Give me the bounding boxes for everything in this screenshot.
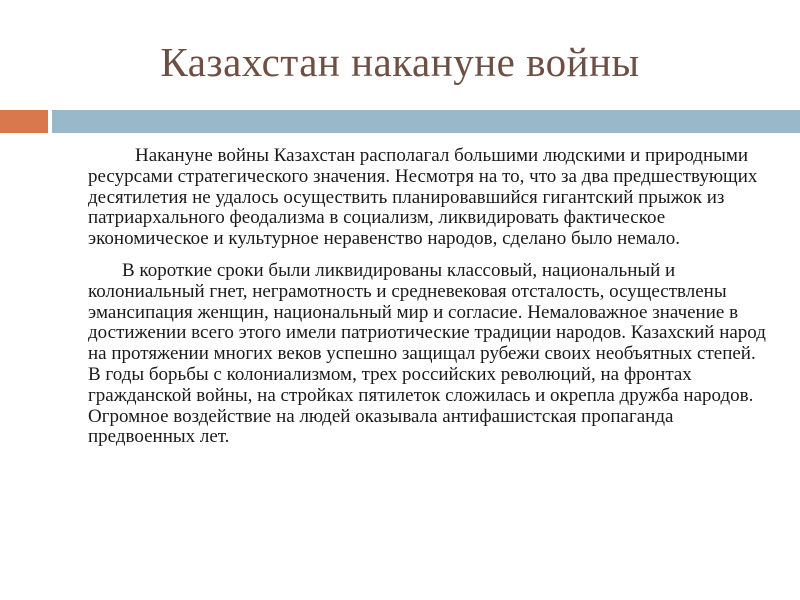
slide-title: Казахстан накануне войны [160, 39, 640, 85]
slide-body [88, 146, 770, 459]
body-paragraph-2: В короткие сроки были ликвидированы классовый, национальный и колониальный гнет, неграмотность и средневековая отсталость, осуществлены эмансипация женщин, национальный мир и согласие. Немаловажное значение в достижении всего этого имели патриотические традиции народов. Казахский народ на протяжении многих веков успешно защищал рубежи своих необъятных степей. В годы борьбы с колониализмом, трех российских революций, на фронтах гражданской войны, на стройках пятилеток сложилась и окрепла дружба народов. Огромное воздействие на людей оказывала антифашистская пропаганда предвоенных лет. [88, 259, 766, 448]
main-divider-bar [52, 110, 800, 133]
body-paragraph-1: Накануне войны Казахстан располагал большими людскими и природными ресурсами стратегического значения. Несмотря на то, что за два предшествующих десятилетия не удалось осуществить планировавшийся гигантский прыжок из патриархального феодализма в социализм, ликвидировать фактическое экономическое и культурное неравенство народов, сделано было немало. [88, 145, 758, 250]
accent-divider-bar [0, 110, 48, 133]
